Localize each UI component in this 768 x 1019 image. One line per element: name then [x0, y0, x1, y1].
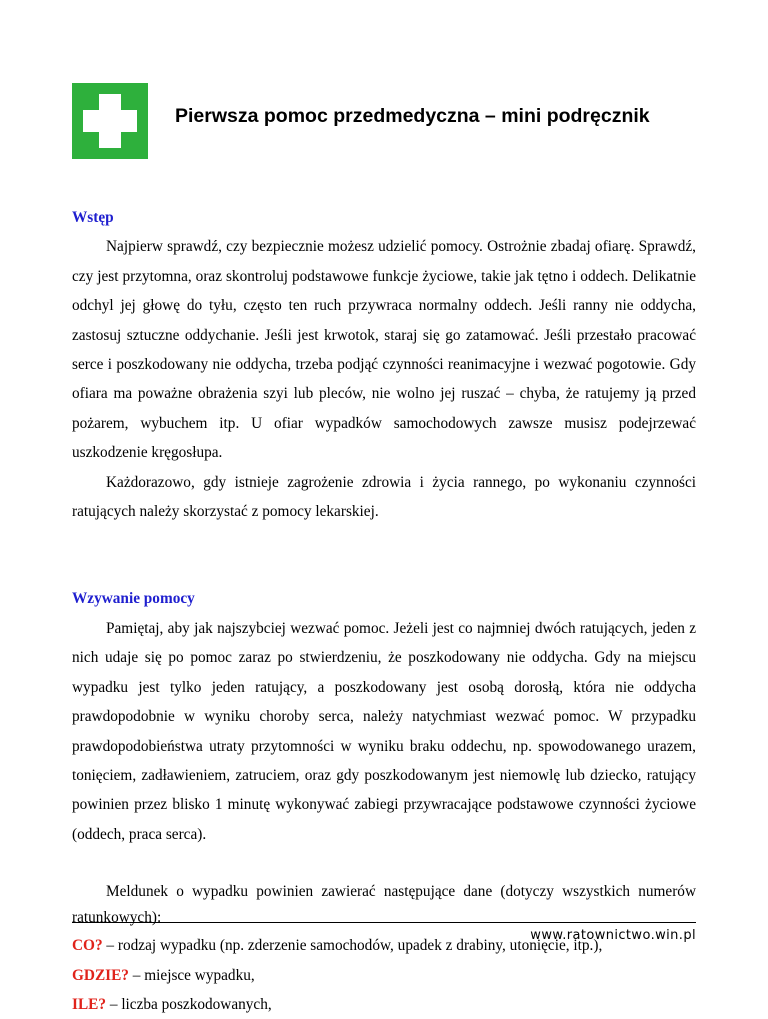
cross-horizontal-bar	[83, 110, 137, 132]
report-item-text: – liczba poszkodowanych,	[106, 995, 272, 1013]
report-item-how-many	[72, 990, 696, 1019]
footer-divider	[72, 922, 696, 923]
section-heading-intro: Wstęp	[72, 209, 114, 226]
report-item-key: GDZIE?	[72, 966, 129, 984]
report-item-key: CO?	[72, 937, 103, 955]
intro-paragraph-1: Najpierw sprawdź, czy bezpiecznie możesz udzielić pomocy. Ostrożnie zbadaj ofiarę. Sprawdź, czy jest przytomna, oraz skontroluj podstawowe funkcje życiowe, takie jak tętno i oddech. Delikatnie odchyl jej głowę do tyłu, często ten ruch przywraca normalny oddech. Jeśli ranny nie oddycha, zastosuj sztuczne oddychanie. Jeśli jest krwotok, staraj się go zatamować. Jeśli przestało pracować serce i poszkodowany nie oddycha, trzeba podjąć czynności reanimacyjne i wezwać pogotowie. Gdy ofiara ma poważne obrażenia szyi lub pleców, nie wolno jej ruszać – chyba, że ratujemy ją przed pożarem, wybuchem itp. U ofiar wypadków samochodowych zawsze musisz podejrzewać uszkodzenie kręgosłupa.	[72, 238, 696, 462]
section-heading-calling-help: Wzywanie pomocy	[72, 590, 195, 608]
report-item-key: ILE?	[72, 995, 107, 1013]
page-title: Pierwsza pomoc przedmedyczna – mini podręcznik	[175, 105, 650, 127]
intro-paragraph-2: Każdorazowo, gdy istnieje zagrożenie zdrowia i życia rannego, po wykonaniu czynności ratujących należy skorzystać z pomocy lekarskiej.	[72, 473, 696, 521]
calling-help-paragraph-1: Pamiętaj, aby jak najszybciej wezwać pomoc. Jeżeli jest co najmniej dwóch ratujących, jeden z nich udaje się po pomoc zaraz po stwierdzeniu, że poszkodowany nie oddycha. Gdy na miejscu wypadku jest tylko jeden ratujący, a poszkodowany jest osobą dorosłą, która nie oddycha prawdopodobnie w wyniku choroby serca, należy natychmiast wezwać pomoc. W przypadku prawdopodobieństwa utraty przytomności w wyniku braku oddechu, np. spowodowanego urazem, tonięciem, zadławieniem, zatruciem, oraz gdy poszkodowanym jest niemowlę lub dziecko, ratujący powinien przez blisko 1 minutę wykonywać zabiegi przywracające podstawowe czynności życiowe (oddech, praca serca).	[72, 619, 696, 843]
calling-help-paragraph-2: Meldunek o wypadku powinien zawierać następujące dane (dotyczy wszystkich numerów ratunkowych):	[72, 883, 696, 927]
report-item-text: – miejsce wypadku,	[128, 966, 255, 984]
footer-url: www.ratownictwo.win.pl	[530, 928, 696, 943]
first-aid-cross-icon	[72, 83, 148, 159]
document-body	[72, 203, 696, 1019]
report-item-text: – rodzaj wypadku (np. zderzenie samochodów, upadek z drabiny, utonięcie, itp.),	[102, 937, 603, 955]
report-item-where	[72, 961, 696, 990]
